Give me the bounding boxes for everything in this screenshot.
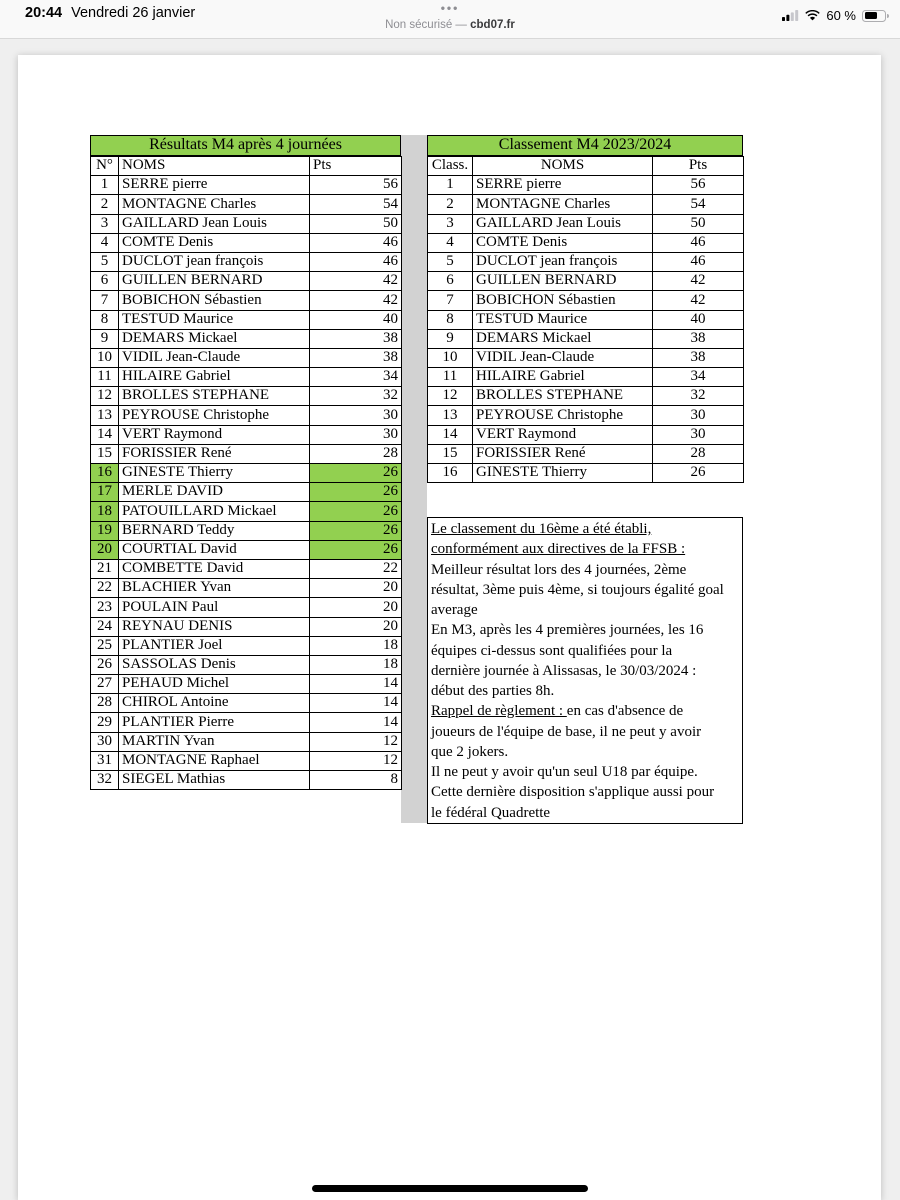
cell-points: 30 bbox=[310, 406, 402, 425]
table-row bbox=[91, 176, 402, 195]
note-line: résultat, 3ème puis 4ème, si toujours égalité goal bbox=[431, 581, 724, 598]
table-row bbox=[91, 329, 402, 348]
results-table bbox=[90, 156, 402, 790]
table-row bbox=[428, 368, 744, 387]
cell-name: GINESTE Thierry bbox=[473, 464, 653, 483]
table-row bbox=[91, 559, 402, 578]
cell-rank: 8 bbox=[91, 310, 119, 329]
table-row bbox=[91, 310, 402, 329]
cell-rank: 15 bbox=[428, 444, 473, 463]
cell-rank: 22 bbox=[91, 579, 119, 598]
cell-rank: 2 bbox=[91, 195, 119, 214]
cell-name: GAILLARD Jean Louis bbox=[473, 214, 653, 233]
cell-rank: 21 bbox=[91, 559, 119, 578]
cell-name: SASSOLAS Denis bbox=[119, 655, 310, 674]
cell-rank: 27 bbox=[91, 675, 119, 694]
cell-name: FORISSIER René bbox=[473, 444, 653, 463]
cell-points: 40 bbox=[310, 310, 402, 329]
cell-rank: 4 bbox=[91, 233, 119, 252]
cell-name: PEHAUD Michel bbox=[119, 675, 310, 694]
cell-rank: 26 bbox=[91, 655, 119, 674]
note-line: début des parties 8h. bbox=[431, 683, 555, 699]
table-row bbox=[428, 406, 744, 425]
home-indicator[interactable] bbox=[312, 1185, 588, 1192]
cell-rank: 10 bbox=[91, 348, 119, 367]
cell-name: VERT Raymond bbox=[473, 425, 653, 444]
cell-name: MERLE DAVID bbox=[119, 483, 310, 502]
table-row bbox=[428, 310, 744, 329]
battery-percent-label: 60 % bbox=[826, 8, 856, 23]
cell-name: VERT Raymond bbox=[119, 425, 310, 444]
standings-table bbox=[427, 156, 744, 483]
cell-rank: 13 bbox=[91, 406, 119, 425]
note-line: average bbox=[431, 602, 478, 618]
cell-points: 26 bbox=[310, 521, 402, 540]
results-table-block bbox=[90, 135, 401, 790]
cell-rank: 8 bbox=[428, 310, 473, 329]
cell-points: 50 bbox=[653, 214, 744, 233]
cell-name: SERRE pierre bbox=[473, 176, 653, 195]
standings-table-title: Classement M4 2023/2024 bbox=[427, 135, 743, 156]
cell-points: 34 bbox=[310, 368, 402, 387]
cell-points: 20 bbox=[310, 598, 402, 617]
cell-points: 42 bbox=[653, 291, 744, 310]
cell-rank: 7 bbox=[91, 291, 119, 310]
cell-rank: 3 bbox=[428, 214, 473, 233]
cell-rank: 9 bbox=[91, 329, 119, 348]
col-header-name: NOMS bbox=[473, 157, 653, 176]
cell-name: TESTUD Maurice bbox=[119, 310, 310, 329]
cell-name: COMTE Denis bbox=[473, 233, 653, 252]
cell-points: 50 bbox=[310, 214, 402, 233]
cell-name: CHIROL Antoine bbox=[119, 694, 310, 713]
table-row bbox=[91, 272, 402, 291]
wifi-icon bbox=[805, 10, 820, 21]
cell-points: 14 bbox=[310, 694, 402, 713]
table-row bbox=[91, 233, 402, 252]
notes-block bbox=[427, 517, 743, 824]
cell-points: 42 bbox=[310, 291, 402, 310]
col-header-points: Pts bbox=[653, 157, 744, 176]
col-header-points: Pts bbox=[310, 157, 402, 176]
table-row bbox=[91, 502, 402, 521]
col-header-rank: Class. bbox=[428, 157, 473, 176]
cell-rank: 28 bbox=[91, 694, 119, 713]
table-row bbox=[428, 444, 744, 463]
table-row bbox=[428, 464, 744, 483]
cell-points: 38 bbox=[653, 348, 744, 367]
cell-points: 46 bbox=[310, 233, 402, 252]
table-row bbox=[91, 675, 402, 694]
cell-name: SERRE pierre bbox=[119, 176, 310, 195]
table-row bbox=[91, 694, 402, 713]
cell-name: PEYROUSE Christophe bbox=[473, 406, 653, 425]
cell-name: COMTE Denis bbox=[119, 233, 310, 252]
table-row bbox=[91, 521, 402, 540]
cell-points: 26 bbox=[310, 502, 402, 521]
table-row bbox=[91, 771, 402, 790]
cell-points: 18 bbox=[310, 636, 402, 655]
table-row bbox=[428, 176, 744, 195]
cell-name: BERNARD Teddy bbox=[119, 521, 310, 540]
cell-rank: 2 bbox=[428, 195, 473, 214]
note-line: conformément aux directives de la FFSB : bbox=[431, 541, 686, 558]
cell-points: 20 bbox=[310, 579, 402, 598]
cell-name: DUCLOT jean françois bbox=[119, 252, 310, 271]
note-line: Cette dernière disposition s'applique aussi pour bbox=[431, 784, 715, 801]
cell-rank: 16 bbox=[428, 464, 473, 483]
cell-name: VIDIL Jean-Claude bbox=[473, 348, 653, 367]
cell-name: PLANTIER Pierre bbox=[119, 713, 310, 732]
cell-rank: 13 bbox=[428, 406, 473, 425]
cell-points: 38 bbox=[310, 329, 402, 348]
note-line: dernière journée à Alissasas, le 30/03/2024 : bbox=[431, 662, 697, 679]
cell-name: GUILLEN BERNARD bbox=[119, 272, 310, 291]
cell-name: BOBICHON Sébastien bbox=[119, 291, 310, 310]
table-row bbox=[91, 579, 402, 598]
cell-rank: 11 bbox=[91, 368, 119, 387]
table-row bbox=[428, 291, 744, 310]
cell-points: 56 bbox=[653, 176, 744, 195]
cell-rank: 3 bbox=[91, 214, 119, 233]
cell-points: 56 bbox=[310, 176, 402, 195]
table-row bbox=[428, 252, 744, 271]
cell-points: 46 bbox=[310, 252, 402, 271]
note-line: le fédéral Quadrette bbox=[431, 804, 551, 821]
table-row bbox=[91, 598, 402, 617]
cell-rank: 15 bbox=[91, 444, 119, 463]
table-row bbox=[91, 368, 402, 387]
cell-points: 38 bbox=[310, 348, 402, 367]
cell-points: 20 bbox=[310, 617, 402, 636]
cell-points: 18 bbox=[310, 655, 402, 674]
table-row bbox=[428, 272, 744, 291]
results-table-title: Résultats M4 après 4 journées bbox=[90, 135, 401, 156]
cell-rank: 29 bbox=[91, 713, 119, 732]
cell-name: HILAIRE Gabriel bbox=[473, 368, 653, 387]
table-row bbox=[91, 214, 402, 233]
note-line: En M3, après les 4 premières journées, les 16 bbox=[431, 622, 704, 639]
cell-points: 30 bbox=[653, 406, 744, 425]
cell-points: 54 bbox=[310, 195, 402, 214]
table-row bbox=[91, 713, 402, 732]
cell-rank: 4 bbox=[428, 233, 473, 252]
status-bar bbox=[0, 0, 900, 39]
table-row bbox=[91, 425, 402, 444]
table-row bbox=[91, 540, 402, 559]
table-row bbox=[91, 483, 402, 502]
cell-name: HILAIRE Gabriel bbox=[119, 368, 310, 387]
table-row bbox=[428, 195, 744, 214]
table-row bbox=[91, 655, 402, 674]
col-header-rank: N° bbox=[91, 157, 119, 176]
cell-rank: 31 bbox=[91, 751, 119, 770]
note-line: Il ne peut y avoir qu'un seul U18 par équipe. bbox=[431, 764, 698, 780]
cell-name: COURTIAL David bbox=[119, 540, 310, 559]
cell-rank: 11 bbox=[428, 368, 473, 387]
cell-points: 22 bbox=[310, 559, 402, 578]
cell-points: 30 bbox=[310, 425, 402, 444]
cell-name: FORISSIER René bbox=[119, 444, 310, 463]
table-row bbox=[91, 348, 402, 367]
cell-points: 34 bbox=[653, 368, 744, 387]
table-row bbox=[91, 195, 402, 214]
cell-points: 38 bbox=[653, 329, 744, 348]
cell-points: 26 bbox=[310, 464, 402, 483]
cell-rank: 1 bbox=[91, 176, 119, 195]
header-row bbox=[91, 157, 402, 176]
cell-name: MARTIN Yvan bbox=[119, 732, 310, 751]
date-label: Vendredi 26 janvier bbox=[71, 5, 196, 21]
cell-points: 28 bbox=[653, 444, 744, 463]
cell-rank: 32 bbox=[91, 771, 119, 790]
cell-name: TESTUD Maurice bbox=[473, 310, 653, 329]
cell-name: MONTAGNE Charles bbox=[473, 195, 653, 214]
cell-rank: 6 bbox=[428, 272, 473, 291]
cell-name: BLACHIER Yvan bbox=[119, 579, 310, 598]
standings-table-block bbox=[427, 135, 743, 483]
table-row bbox=[91, 751, 402, 770]
cell-name: VIDIL Jean-Claude bbox=[119, 348, 310, 367]
cell-points: 26 bbox=[310, 483, 402, 502]
note-line: équipes ci-dessus sont qualifiées pour la bbox=[431, 642, 673, 659]
cell-rank: 9 bbox=[428, 329, 473, 348]
table-row bbox=[91, 732, 402, 751]
cell-points: 14 bbox=[310, 675, 402, 694]
cell-rank: 30 bbox=[91, 732, 119, 751]
table-row bbox=[91, 636, 402, 655]
note-line: Rappel de règlement : en cas d'absence de bbox=[431, 703, 684, 720]
table-row bbox=[91, 444, 402, 463]
cell-rank: 25 bbox=[91, 636, 119, 655]
cell-name: REYNAU DENIS bbox=[119, 617, 310, 636]
cell-rank: 24 bbox=[91, 617, 119, 636]
table-row bbox=[428, 329, 744, 348]
cell-points: 54 bbox=[653, 195, 744, 214]
cell-name: GINESTE Thierry bbox=[119, 464, 310, 483]
table-row bbox=[91, 387, 402, 406]
table-row bbox=[428, 348, 744, 367]
page-options-icon[interactable]: ••• bbox=[440, 1, 460, 15]
cell-points: 46 bbox=[653, 252, 744, 271]
cell-rank: 1 bbox=[428, 176, 473, 195]
cell-name: DEMARS Mickael bbox=[119, 329, 310, 348]
note-line: Le classement du 16ème a été établi, bbox=[431, 521, 652, 537]
cell-rank: 6 bbox=[91, 272, 119, 291]
cell-points: 8 bbox=[310, 771, 402, 790]
table-row bbox=[91, 617, 402, 636]
cell-rank: 7 bbox=[428, 291, 473, 310]
clock: 20:44 bbox=[25, 5, 63, 21]
cell-rank: 5 bbox=[428, 252, 473, 271]
cell-points: 42 bbox=[653, 272, 744, 291]
cell-name: DUCLOT jean françois bbox=[473, 252, 653, 271]
table-row bbox=[91, 252, 402, 271]
cell-name: BOBICHON Sébastien bbox=[473, 291, 653, 310]
cell-points: 40 bbox=[653, 310, 744, 329]
cell-rank: 17 bbox=[91, 483, 119, 502]
cell-name: GUILLEN BERNARD bbox=[473, 272, 653, 291]
site-domain: cbd07.fr bbox=[470, 19, 515, 31]
cell-name: GAILLARD Jean Louis bbox=[119, 214, 310, 233]
security-label: Non sécurisé — bbox=[385, 19, 471, 31]
cell-rank: 5 bbox=[91, 252, 119, 271]
cell-points: 30 bbox=[653, 425, 744, 444]
battery-icon bbox=[862, 10, 886, 22]
table-row bbox=[428, 214, 744, 233]
cell-points: 14 bbox=[310, 713, 402, 732]
cell-name: BROLLES STEPHANE bbox=[473, 387, 653, 406]
note-line: que 2 jokers. bbox=[431, 743, 509, 760]
header-row bbox=[428, 157, 744, 176]
cell-name: MONTAGNE Raphael bbox=[119, 751, 310, 770]
cell-name: BROLLES STEPHANE bbox=[119, 387, 310, 406]
cell-points: 12 bbox=[310, 732, 402, 751]
table-row bbox=[91, 464, 402, 483]
cell-name: POULAIN Paul bbox=[119, 598, 310, 617]
note-line: joueurs de l'équipe de base, il ne peut y avoir bbox=[431, 723, 702, 740]
cell-points: 42 bbox=[310, 272, 402, 291]
cell-points: 46 bbox=[653, 233, 744, 252]
cell-points: 26 bbox=[310, 540, 402, 559]
cell-points: 32 bbox=[310, 387, 402, 406]
cell-name: PLANTIER Joel bbox=[119, 636, 310, 655]
table-row bbox=[91, 291, 402, 310]
col-header-name: NOMS bbox=[119, 157, 310, 176]
table-separator bbox=[401, 135, 427, 823]
cellular-signal-icon bbox=[782, 10, 799, 21]
cell-rank: 14 bbox=[91, 425, 119, 444]
cell-name: PATOUILLARD Mickael bbox=[119, 502, 310, 521]
cell-rank: 16 bbox=[91, 464, 119, 483]
address-bar[interactable] bbox=[0, 19, 900, 31]
cell-rank: 14 bbox=[428, 425, 473, 444]
cell-rank: 18 bbox=[91, 502, 119, 521]
note-line: Meilleur résultat lors des 4 journées, 2ème bbox=[431, 561, 687, 578]
table-row bbox=[428, 425, 744, 444]
cell-name: COMBETTE David bbox=[119, 559, 310, 578]
cell-name: SIEGEL Mathias bbox=[119, 771, 310, 790]
cell-points: 32 bbox=[653, 387, 744, 406]
cell-points: 26 bbox=[653, 464, 744, 483]
cell-points: 28 bbox=[310, 444, 402, 463]
cell-rank: 20 bbox=[91, 540, 119, 559]
cell-rank: 12 bbox=[91, 387, 119, 406]
cell-name: PEYROUSE Christophe bbox=[119, 406, 310, 425]
table-row bbox=[428, 233, 744, 252]
table-row bbox=[91, 406, 402, 425]
cell-points: 12 bbox=[310, 751, 402, 770]
cell-rank: 19 bbox=[91, 521, 119, 540]
cell-rank: 10 bbox=[428, 348, 473, 367]
cell-rank: 12 bbox=[428, 387, 473, 406]
cell-name: MONTAGNE Charles bbox=[119, 195, 310, 214]
cell-name: DEMARS Mickael bbox=[473, 329, 653, 348]
cell-rank: 23 bbox=[91, 598, 119, 617]
status-icons bbox=[782, 8, 886, 23]
table-row bbox=[428, 387, 744, 406]
